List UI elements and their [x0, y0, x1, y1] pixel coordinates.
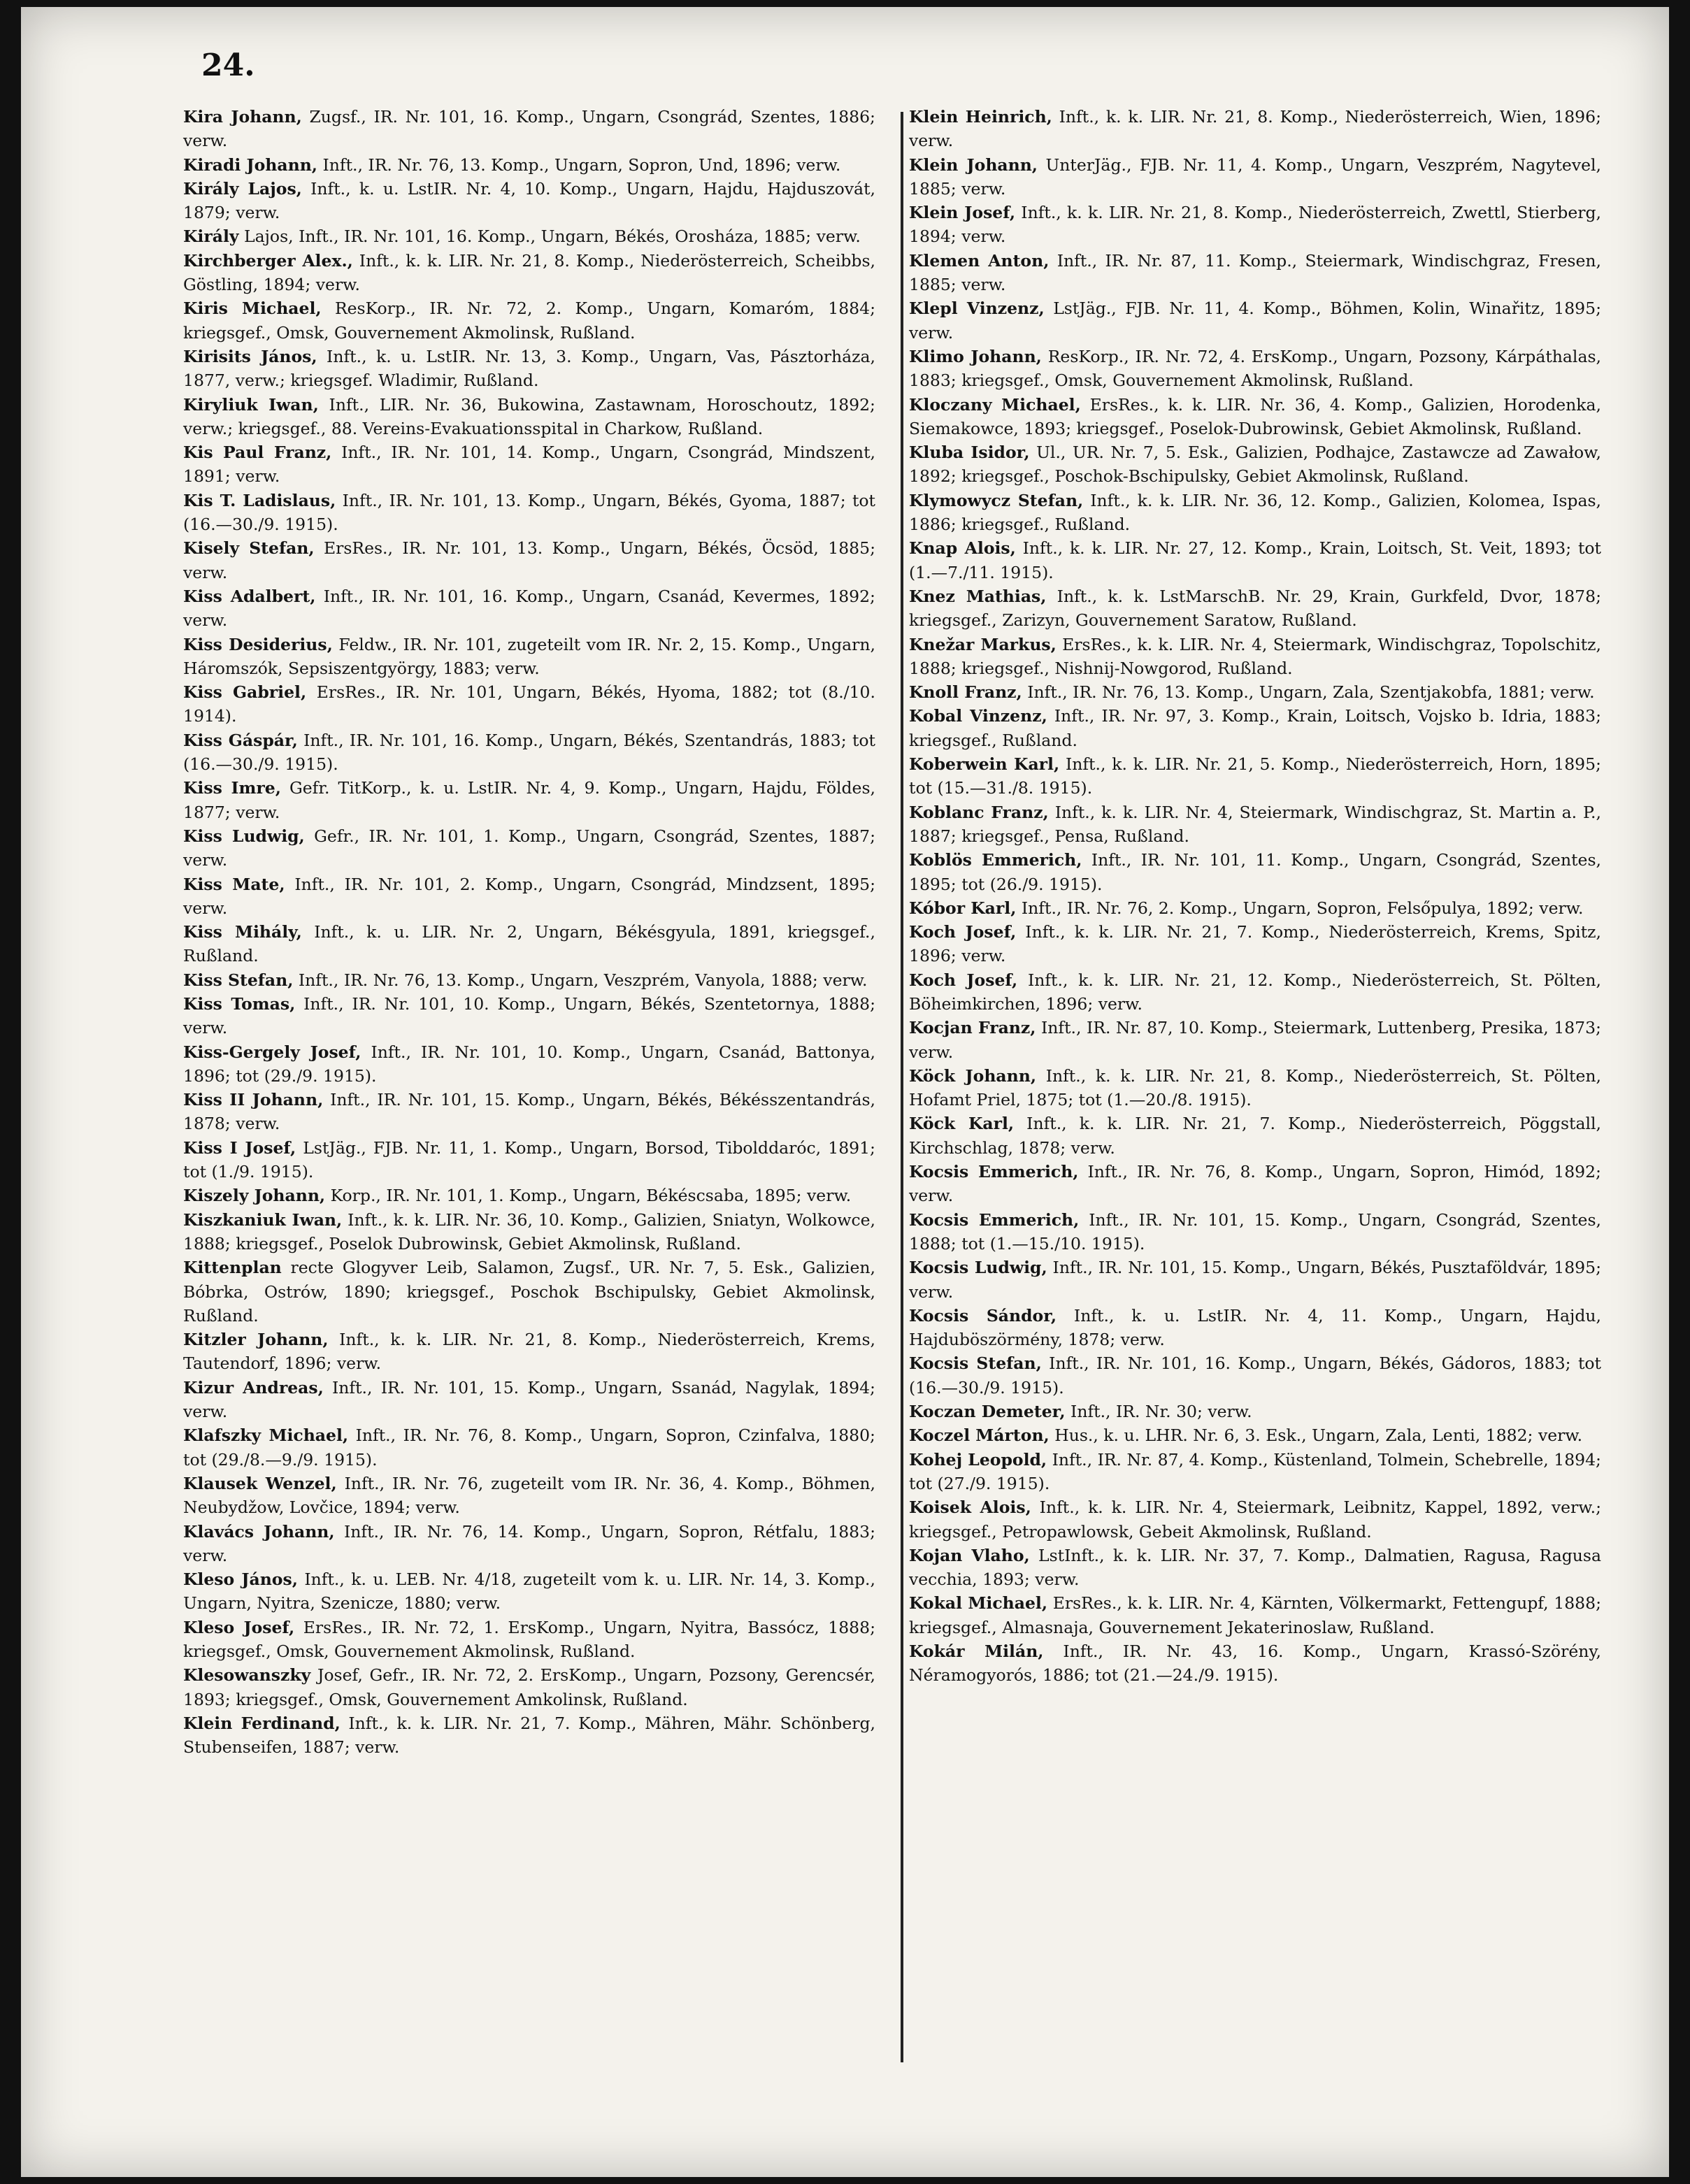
entry-name: Kloczany Michael, [909, 394, 1081, 415]
entry-name: Kirisits János, [183, 346, 317, 366]
entry-text: Inft., IR. Nr. 101, 15. Komp., Ungarn, Csongrád, Szentes, 1888; tot (1.—15./10. 1915). [909, 1209, 1601, 1253]
entry-name: Klausek Wenzel, [183, 1473, 337, 1493]
entry-text: UnterJäg., FJB. Nr. 11, 4. Komp., Ungarn, Veszprém, Nagytevel, 1885; verw. [909, 155, 1601, 199]
entry-name: Kiss Mate, [183, 874, 285, 894]
entry [909, 153, 1601, 201]
entry-name: Kiss Imre, [183, 778, 281, 798]
entry [183, 440, 875, 489]
entry [183, 776, 875, 824]
entry-name: Koblös Emmerich, [909, 850, 1082, 870]
entry-name: Kira Johann, [183, 107, 302, 127]
entry-name: Kocsis Emmerich, [909, 1162, 1079, 1182]
entry [909, 584, 1601, 633]
entry [909, 633, 1601, 681]
entry [183, 584, 875, 633]
entry [183, 824, 875, 872]
entry [909, 345, 1601, 393]
entry [909, 489, 1601, 537]
entry-name: Kleso János, [183, 1569, 298, 1590]
entry-text: Inft., k. k. LIR. Nr. 21, 8. Komp., Niederösterreich, Krems, Tautendorf, 1896; verw. [183, 1330, 875, 1374]
entry [183, 1208, 875, 1256]
entry-text: Inft., k. k. LIR. Nr. 21, 7. Komp., Mähren, Mähr. Schönberg, Stubenseifen, 1887; verw. [183, 1713, 875, 1758]
entry-text: Korp., IR. Nr. 101, 1. Komp., Ungarn, Békéscsaba, 1895; verw. [330, 1186, 852, 1206]
entry [183, 105, 875, 153]
entry [183, 1184, 875, 1207]
entry-text: Inft., IR. Nr. 101, 15. Komp., Ungarn, Békés, Békésszentandrás, 1878; verw. [183, 1090, 875, 1134]
entry-text: Inft., IR. Nr. 43, 16. Komp., Ungarn, Krassó-Szörény, Néramogyorós, 1886; tot (21.—24./9. 1915). [909, 1641, 1601, 1686]
entry [909, 105, 1601, 153]
entry-text: Inft., IR. Nr. 101, 13. Komp., Ungarn, Békés, Gyoma, 1887; tot (16.—30./9. 1915). [183, 490, 875, 535]
entry [909, 1208, 1601, 1256]
entry [183, 872, 875, 921]
entry-text: Inft., k. k. LIR. Nr. 21, 7. Komp., Niederösterreich, Pöggstall, Kirchschlag, 1878; verw. [909, 1114, 1601, 1158]
entry-name: Kiss Gabriel, [183, 682, 307, 703]
entry-text: Inft., IR. Nr. 101, 16. Komp., Ungarn, Békés, Szentandrás, 1883; tot (16.—30./9. 1915). [183, 730, 875, 775]
entry-name: Klein Josef, [909, 203, 1016, 223]
entry-text: Inft., k. k. LIR. Nr. 21, 8. Komp., Niederösterreich, St. Pölten, Hofamt Priel, 1875; tot (1.—20./8. 1915). [909, 1065, 1601, 1110]
entry-text: Gefr. TitKorp., k. u. LstIR. Nr. 4, 9. Komp., Ungarn, Hajdu, Földes, 1877; verw. [183, 778, 875, 822]
entry [183, 1328, 875, 1376]
entry [183, 1520, 875, 1568]
entry-name: Kocsis Emmerich, [909, 1209, 1080, 1230]
entry-name: Kisely Stefan, [183, 538, 315, 559]
entry-name: Knoll Franz, [909, 682, 1022, 703]
entry-text: Inft., k. k. LstMarschB. Nr. 29, Krain, Gurkfeld, Dvor, 1878; kriegsgef., Zarizyn, Gouvernement Saratow, Rußland. [909, 586, 1601, 631]
entry [909, 1639, 1601, 1688]
entry-text: ErsRes., k. k. LIR. Nr. 36, 4. Komp., Galizien, Horodenka, Siemakowce, 1893; kriegsgef., Poselok-Dubrowinsk, Gebiet Akmolinsk, Rußland. [909, 394, 1601, 438]
entry-name: Köck Karl, [909, 1114, 1015, 1134]
entry [909, 296, 1601, 345]
entry [909, 1423, 1601, 1447]
entry-name: Koch Josef, [909, 970, 1018, 990]
entry [183, 728, 875, 777]
entry [909, 1304, 1601, 1352]
entry [909, 800, 1601, 849]
entry-text: Inft., IR. Nr. 87, 4. Komp., Küstenland, Tolmein, Schebrelle, 1894; tot (27./9. 1915). [909, 1449, 1601, 1493]
entry [909, 968, 1601, 1016]
entry-name: Kiradi Johann, [183, 155, 317, 175]
entry [909, 848, 1601, 896]
entry-name: Kobal Vinzenz, [909, 706, 1047, 726]
entry [909, 752, 1601, 800]
entry [183, 1088, 875, 1136]
entry [183, 177, 875, 225]
entry-text: Inft., k. u. LstIR. Nr. 4, 10. Komp., Ungarn, Hajdu, Hajduszovát, 1879; verw. [183, 178, 875, 223]
entry [909, 393, 1601, 441]
entry-text: LstJäg., FJB. Nr. 11, 1. Komp., Ungarn, Borsod, Tibolddaróc, 1891; tot (1./9. 1915). [183, 1137, 875, 1182]
entry-text: ErsRes., IR. Nr. 101, Ungarn, Békés, Hyoma, 1882; tot (8./10. 1914). [183, 682, 875, 726]
entry [909, 680, 1601, 704]
entry-text: Inft., k. u. LEB. Nr. 4/18, zugeteilt vom k. u. LIR. Nr. 14, 3. Komp., Ungarn, Nyitra, Szenicze, 1880; verw. [183, 1569, 875, 1614]
entry [183, 633, 875, 681]
entry-text: Inft., k. k. LIR. Nr. 21, 7. Komp., Niederösterreich, Krems, Spitz, 1896; verw. [909, 922, 1601, 966]
entry [909, 1400, 1601, 1423]
entry-name: Kiryliuk Iwan, [183, 394, 319, 415]
entry-text: Inft., IR. Nr. 76, 13. Komp., Ungarn, Veszprém, Vanyola, 1888; verw. [298, 970, 868, 990]
entry-name: Kiszkaniuk Iwan, [183, 1209, 343, 1230]
entry-text: Inft., IR. Nr. 76, 13. Komp., Ungarn, Sopron, Und, 1896; verw. [322, 155, 841, 175]
entry-text: Inft., k. k. LIR. Nr. 4, Steiermark, Leibnitz, Kappel, 1892, verw.; kriegsgef., Petropawlowsk, Gebeit Akmolinsk, Rußland. [909, 1497, 1601, 1542]
entry-text: Inft., k. k. LIR. Nr. 21, 8. Komp., Niederösterreich, Wien, 1896; verw. [909, 107, 1601, 151]
entry-text: Inft., IR. Nr. 101, 15. Komp., Ungarn, Békés, Pusztaföldvár, 1895; verw. [909, 1258, 1601, 1302]
entry-text: ErsRes., IR. Nr. 72, 1. ErsKomp., Ungarn, Nyitra, Bassócz, 1888; kriegsgef., Omsk, Gouvernement Akmolinsk, Rußland. [183, 1617, 875, 1661]
entry-text: Inft., IR. Nr. 101, 2. Komp., Ungarn, Csongrád, Mindzsent, 1895; verw. [183, 874, 875, 918]
entry [183, 1136, 875, 1184]
entry [909, 1351, 1601, 1400]
entry-text: ResKorp., IR. Nr. 72, 2. Komp., Ungarn, Komaróm, 1884; kriegsgef., Omsk, Gouvernement Akmolinsk, Rußland. [183, 299, 875, 343]
entry-name: Knežar Markus, [909, 634, 1057, 654]
entry-text: Ul., UR. Nr. 7, 5. Esk., Galizien, Podhajce, Zastawcze ad Zawałow, 1892; kriegsgef., Poschok-Bschipulsky, Gebiet Akmolinsk, Rußland. [909, 443, 1601, 487]
entry [909, 1591, 1601, 1639]
entry-text: Inft., IR. Nr. 97, 3. Komp., Krain, Loitsch, Vojsko b. Idria, 1883; kriegsgef., Rußland. [909, 706, 1601, 750]
entry-text: ErsRes., IR. Nr. 101, 13. Komp., Ungarn, Békés, Öcsöd, 1885; verw. [183, 538, 875, 582]
entry-text: Inft., IR. Nr. 87, 10. Komp., Steiermark, Luttenberg, Presika, 1873; verw. [909, 1018, 1601, 1062]
left-column [183, 105, 875, 1759]
entry-text: Inft., IR. Nr. 76, 8. Komp., Ungarn, Sopron, Czinfalva, 1880; tot (29./8.—9./9. 1915). [183, 1425, 875, 1470]
entry-text: LstInft., k. k. LIR. Nr. 37, 7. Komp., Dalmatien, Ragusa, Ragusa vecchia, 1893; verw. [909, 1545, 1601, 1590]
entry [183, 345, 875, 393]
entry-name: Kiszely Johann, [183, 1186, 326, 1206]
entry-text: Inft., k. k. LIR. Nr. 4, Steiermark, Windischgraz, St. Martin a. P., 1887; kriegsgef., Pensa, Rußland. [909, 802, 1601, 846]
entry-text: Inft., k. k. LIR. Nr. 21, 8. Komp., Niederösterreich, Scheibbs, Göstling, 1894; verw. [183, 250, 875, 295]
entry-text: ErsRes., k. k. LIR. Nr. 4, Steiermark, Windischgraz, Topolschitz, 1888; kriegsgef., Nishnij-Nowgorod, Rußland. [909, 634, 1601, 678]
entry-name: Klepl Vinzenz, [909, 299, 1045, 319]
entry-name: Kóbor Karl, [909, 898, 1017, 918]
entry [183, 1711, 875, 1760]
document-page [21, 7, 1669, 2177]
entry-text: Inft., IR. Nr. 76, 2. Komp., Ungarn, Sopron, Felsőpulya, 1892; verw. [1021, 898, 1584, 918]
entry [183, 393, 875, 441]
entry [909, 1112, 1601, 1160]
page-number: 24. [201, 48, 255, 83]
entry-text: Inft., IR. Nr. 87, 11. Komp., Steiermark, Windischgraz, Fresen, 1885; verw. [909, 250, 1601, 295]
entry [183, 249, 875, 297]
entry [183, 1472, 875, 1520]
entry-text: recte Glogyver Leib, Salamon, Zugsf., UR. Nr. 7, 5. Esk., Galizien, Bóbrka, Ostrów, 1890; kriegsgef., Poschok Bschipulsky, Gebiet Akmolinsk, Rußland. [183, 1258, 875, 1326]
entry-name: Kocjan Franz, [909, 1018, 1036, 1038]
entry-text: Inft., IR. Nr. 101, 16. Komp., Ungarn, Csanád, Kevermes, 1892; verw. [183, 586, 875, 631]
entry [909, 1016, 1601, 1064]
entry [183, 536, 875, 584]
column-divider [901, 112, 903, 2062]
entry-text: Inft., k. k. LIR. Nr. 36, 10. Komp., Galizien, Sniatyn, Wolkowce, 1888; kriegsgef., Poselok Dubrowinsk, Gebiet Akmolinsk, Rußland. [183, 1209, 875, 1253]
entry-name: Kizur Andreas, [183, 1377, 324, 1398]
entry-text: Inft., IR. Nr. 101, 10. Komp., Ungarn, Békés, Szentetornya, 1888; verw. [183, 993, 875, 1038]
entry-name: Klesowanszky [183, 1665, 311, 1686]
entry-name: Kocsis Stefan, [909, 1353, 1042, 1374]
entry-name: Klafszky Michael, [183, 1425, 349, 1446]
entry-text: Lajos, Inft., IR. Nr. 101, 16. Komp., Ungarn, Békés, Orosháza, 1885; verw. [244, 227, 861, 247]
entry-name: Kiss Ludwig, [183, 826, 305, 846]
entry-name: Klavács Johann, [183, 1521, 335, 1542]
entry-text: LstJäg., FJB. Nr. 11, 4. Komp., Böhmen, Kolin, Winařitz, 1895; verw. [909, 299, 1601, 343]
entry [183, 1256, 875, 1328]
entry-name: Kocsis Ludwig, [909, 1258, 1047, 1278]
entry-text: Inft., k. k. LIR. Nr. 36, 12. Komp., Galizien, Kolomea, Ispas, 1886; kriegsgef., Rußland. [909, 490, 1601, 535]
entry-text: Inft., k. k. LIR. Nr. 21, 12. Komp., Niederösterreich, St. Pölten, Böheimkirchen, 1896; verw. [909, 970, 1601, 1014]
entry-name: Koblanc Franz, [909, 802, 1049, 822]
entry [183, 968, 875, 992]
entry-text: Hus., k. u. LHR. Nr. 6, 3. Esk., Ungarn, Zala, Lenti, 1882; verw. [1054, 1425, 1583, 1446]
entry-name: Kokár Milán, [909, 1641, 1044, 1661]
entry-name: Király Lajos, [183, 178, 302, 199]
entry [183, 1040, 875, 1089]
entry [183, 920, 875, 968]
entry-name: Koch Josef, [909, 922, 1017, 942]
entry-text: Inft., IR. Nr. 101, 15. Komp., Ungarn, Ssanád, Nagylak, 1894; verw. [183, 1377, 875, 1422]
entry [909, 440, 1601, 489]
entry-text: Inft., k. k. LIR. Nr. 21, 5. Komp., Niederösterreich, Horn, 1895; tot (15.—31./8. 1915). [909, 754, 1601, 798]
entry-name: Király [183, 227, 239, 247]
entry-text: Gefr., IR. Nr. 101, 1. Komp., Ungarn, Csongrád, Szentes, 1887; verw. [183, 826, 875, 870]
entry-text: Inft., IR. Nr. 101, 14. Komp., Ungarn, Csongrád, Mindszent, 1891; verw. [183, 443, 875, 487]
entry-name: Kocsis Sándor, [909, 1305, 1057, 1326]
entry [909, 704, 1601, 752]
entry [909, 536, 1601, 584]
entry-name: Kojan Vlaho, [909, 1545, 1030, 1565]
entry-name: Kiss Tomas, [183, 993, 296, 1014]
right-column [909, 105, 1601, 1688]
entry-name: Knez Mathias, [909, 586, 1047, 606]
entry-text: Inft., LIR. Nr. 36, Bukowina, Zastawnam, Horoschoutz, 1892; verw.; kriegsgef., 88. Vereins-Evakuationsspital in Charkow, Rußland. [183, 394, 875, 438]
entry-name: Klein Johann, [909, 155, 1038, 175]
entry [909, 201, 1601, 249]
entry [909, 1256, 1601, 1304]
entry-text: Inft., k. u. LstIR. Nr. 13, 3. Komp., Ungarn, Vas, Pásztorháza, 1877, verw.; kriegsgef. Wladimir, Rußland. [183, 346, 875, 391]
entry [909, 1448, 1601, 1496]
entry [183, 1616, 875, 1664]
entry [183, 296, 875, 345]
entry-name: Kiss I Josef, [183, 1137, 296, 1158]
entry-name: Kohej Leopold, [909, 1449, 1047, 1470]
entry-text: ResKorp., IR. Nr. 72, 4. ErsKomp., Ungarn, Pozsony, Kárpáthalas, 1883; kriegsgef., Omsk, Gouvernement Akmolinsk, Rußland. [909, 346, 1601, 391]
entry-name: Kis Paul Franz, [183, 443, 332, 463]
entry-text: Zugsf., IR. Nr. 101, 16. Komp., Ungarn, Csongrád, Szentes, 1886; verw. [183, 107, 875, 151]
entry-text: Inft., k. u. LstIR. Nr. 4, 11. Komp., Ungarn, Hajdu, Hajduböszörmény, 1878; verw. [909, 1305, 1601, 1350]
entry-text: Inft., IR. Nr. 76, zugeteilt vom IR. Nr. 36, 4. Komp., Böhmen, Neubydžow, Lovčice, 1894; verw. [183, 1473, 875, 1518]
entry [909, 896, 1601, 920]
entry-name: Kiss Desiderius, [183, 634, 333, 654]
entry [183, 224, 875, 248]
entry-name: Kiss-Gergely Josef, [183, 1042, 361, 1062]
entry-text: ErsRes., k. k. LIR. Nr. 4, Kärnten, Völkermarkt, Fettengupf, 1888; kriegsgef., Almasnaja, Gouvernement Jekaterinoslaw, Rußland. [909, 1593, 1601, 1637]
entry-text: Inft., IR. Nr. 101, 11. Komp., Ungarn, Csongrád, Szentes, 1895; tot (26./9. 1915). [909, 850, 1601, 894]
entry [183, 1376, 875, 1424]
entry-name: Kis T. Ladislaus, [183, 490, 336, 510]
entry-text: Inft., IR. Nr. 76, 14. Komp., Ungarn, Sopron, Rétfalu, 1883; verw. [183, 1521, 875, 1565]
entry [909, 1495, 1601, 1544]
entry [183, 680, 875, 728]
entry-name: Klymowycz Stefan, [909, 490, 1084, 510]
entry [909, 920, 1601, 968]
entry-name: Kittenplan [183, 1258, 282, 1278]
entry-name: Koberwein Karl, [909, 754, 1060, 775]
entry-name: Kiss Mihály, [183, 922, 302, 942]
entry-name: Klein Ferdinand, [183, 1713, 341, 1733]
entry-name: Koczel Márton, [909, 1425, 1050, 1446]
entry [909, 1544, 1601, 1592]
entry-text: Josef, Gefr., IR. Nr. 72, 2. ErsKomp., Ungarn, Pozsony, Gerencsér, 1893; kriegsgef., Omsk, Gouvernement Amkolinsk, Rußland. [183, 1665, 875, 1709]
entry-name: Kitzler Johann, [183, 1330, 329, 1350]
entry-name: Köck Johann, [909, 1065, 1037, 1086]
entry-text: Inft., k. k. LIR. Nr. 21, 8. Komp., Niederösterreich, Zwettl, Stierberg, 1894; verw. [909, 203, 1601, 247]
entry-name: Kiss Gáspár, [183, 730, 298, 750]
entry-text: Feldw., IR. Nr. 101, zugeteilt vom IR. Nr. 2, 15. Komp., Ungarn, Háromszók, Sepsiszentgyörgy, 1883; verw. [183, 634, 875, 678]
entry-name: Kiris Michael, [183, 299, 322, 319]
entry-text: Inft., k. k. LIR. Nr. 27, 12. Komp., Krain, Loitsch, St. Veit, 1893; tot (1.—7./11. 1915). [909, 538, 1601, 582]
entry [183, 489, 875, 537]
entry-name: Koisek Alois, [909, 1497, 1031, 1518]
entry-name: Knap Alois, [909, 538, 1016, 559]
entry-name: Klein Heinrich, [909, 107, 1052, 127]
entry-text: Inft., k. u. LIR. Nr. 2, Ungarn, Békésgyula, 1891, kriegsgef., Rußland. [183, 922, 875, 966]
entry-name: Kluba Isidor, [909, 443, 1030, 463]
entry-text: Inft., IR. Nr. 30; verw. [1070, 1402, 1252, 1422]
entry [909, 1160, 1601, 1208]
entry [909, 249, 1601, 297]
entry [909, 1064, 1601, 1112]
entry-name: Kiss Adalbert, [183, 586, 316, 606]
entry-name: Klemen Anton, [909, 250, 1050, 271]
entry [183, 1567, 875, 1616]
entry-name: Kiss II Johann, [183, 1090, 324, 1110]
entry-name: Kokal Michael, [909, 1593, 1048, 1614]
entry [183, 153, 875, 177]
entry-name: Koczan Demeter, [909, 1402, 1066, 1422]
entry-name: Kiss Stefan, [183, 970, 294, 990]
entry-name: Klimo Johann, [909, 346, 1042, 366]
entry-text: Inft., IR. Nr. 76, 8. Komp., Ungarn, Sopron, Himód, 1892; verw. [909, 1162, 1601, 1206]
entry [183, 1663, 875, 1711]
entry-text: Inft., IR. Nr. 101, 16. Komp., Ungarn, Békés, Gádoros, 1883; tot (16.—30./9. 1915). [909, 1353, 1601, 1398]
entry [183, 992, 875, 1040]
entry-name: Kirchberger Alex., [183, 250, 353, 271]
entry [183, 1423, 875, 1472]
entry-text: Inft., IR. Nr. 101, 10. Komp., Ungarn, Csanád, Battonya, 1896; tot (29./9. 1915). [183, 1042, 875, 1086]
entry-text: Inft., IR. Nr. 76, 13. Komp., Ungarn, Zala, Szentjakobfa, 1881; verw. [1027, 682, 1595, 703]
entry-name: Kleso Josef, [183, 1617, 295, 1637]
